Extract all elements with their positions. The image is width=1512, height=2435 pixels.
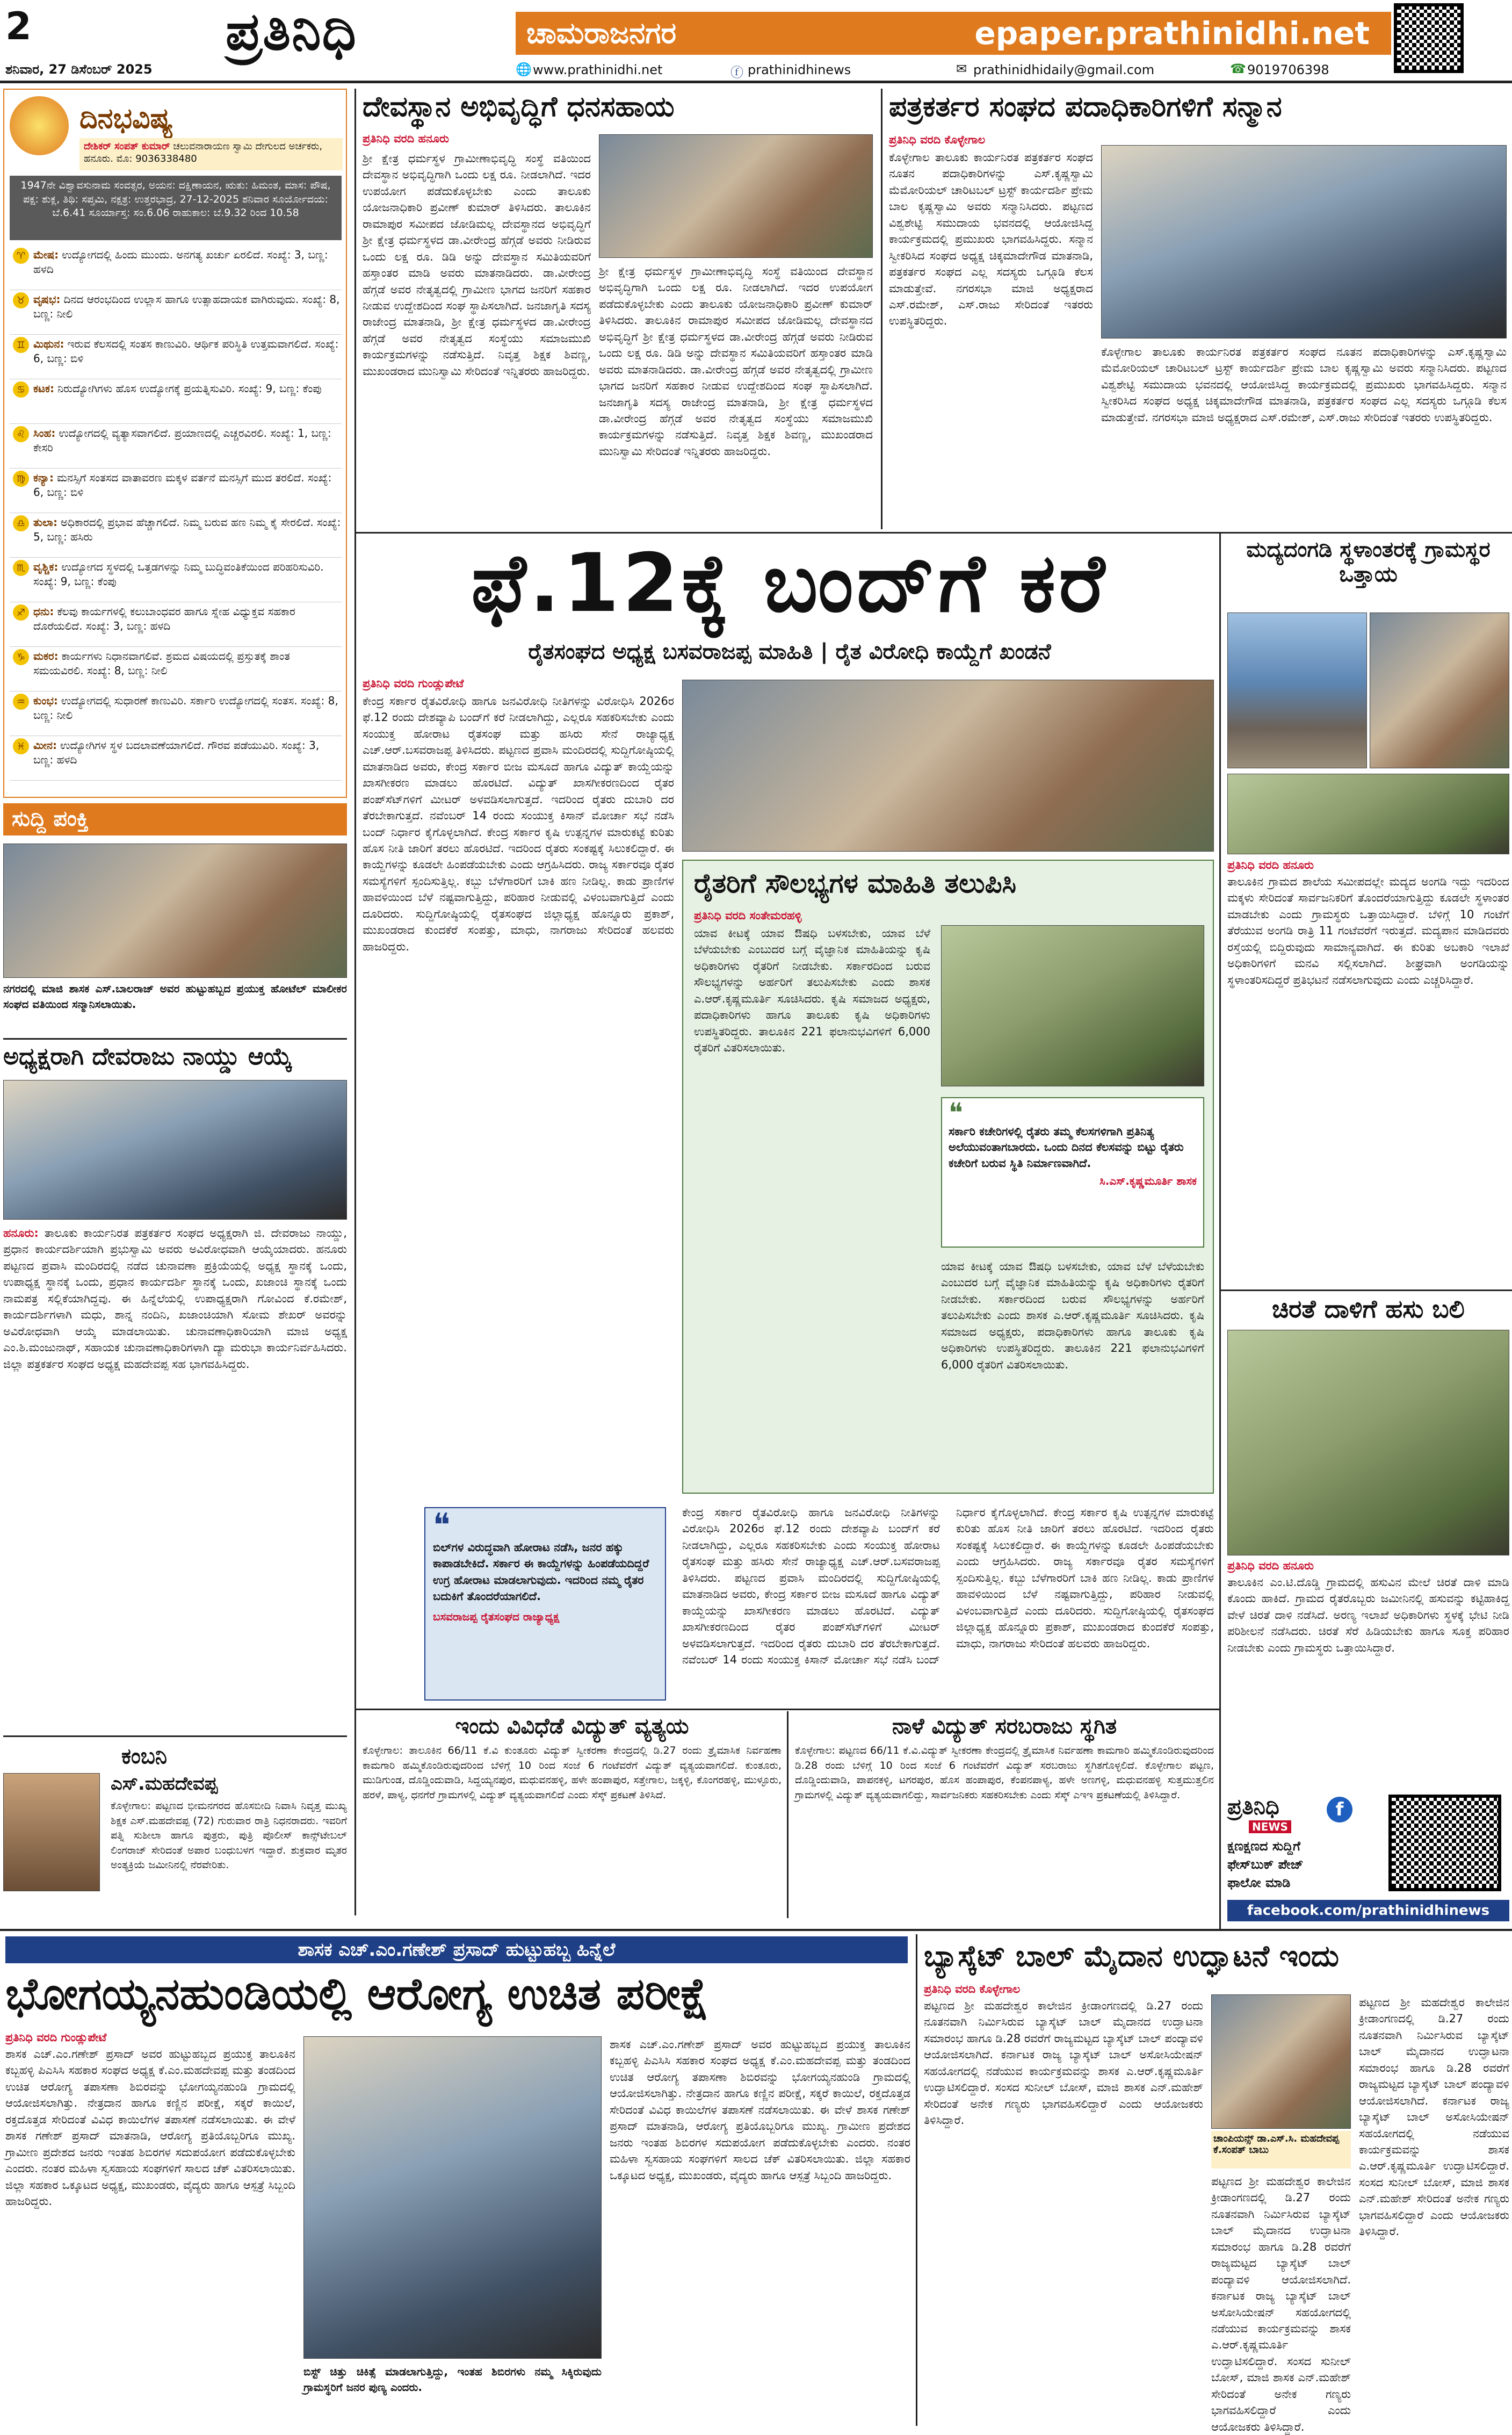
promo-brand: ಪ್ರತಿನಿಧಿ <box>1227 1795 1279 1819</box>
edition-banner <box>516 12 1391 55</box>
devasthana-headline: ದೇವಸ್ಥಾನ ಅಭಿವೃದ್ಧಿಗೆ ಧನಸಹಾಯ <box>363 91 675 123</box>
rasi-name: ಮೀನ: <box>33 739 57 752</box>
lead-body-2 <box>363 1507 416 1701</box>
facebook-icon: ⓕ <box>730 65 743 80</box>
rasi-text: ಉದ್ಯೋಗದಲ್ಲಿ ವ್ಯತ್ಯಾಸವಾಗಲಿದೆ. ಪ್ರಯಾಣದಲ್ಲಿ ಎಚ್ಚರವಿರಲಿ. ಸಂಖ್ಯೆ: 1, ಬಣ್ಣ: ಕೇಸರಿ <box>33 427 331 454</box>
kambani-title: ಕಂಬನಿ <box>121 1744 168 1769</box>
kambani-body: ಕೊಳ್ಳೇಗಾಲ: ಪಟ್ಟಣದ ಭೀಮನಗರದ ಹೊಸಬೀದಿ ನಿವಾಸಿ ನಿವೃತ್ತ ಮುಖ್ಯ ಶಿಕ್ಷಕ ಎಸ್.ಮಹದೇವಪ್ಪ (72) ಗುರುವಾರ ರಾತ್ರಿ ನಿಧನರಾದರು. ಇವರಿಗೆ ಪತ್ನಿ ಸುಶೀಲಾ ಹಾಗೂ ಪುತ್ರರು, ಪುತ್ರಿ ಪೊಲೀಸ್ ಕಾನ್ಸ್‌ಟೇಬಲ್ ಲಿಂಗರಾಜ್ ಸೇರಿದಂತೆ ಅಪಾರ ಬಂಧುಬಳಗ ಇದ್ದಾರೆ. ಶುಕ್ರವಾರ ಮೃತರ ಅಂತ್ಯಕ್ರಿಯೆ ಜಮೀನಿನಲ್ಲಿ ನೆರವೇರಿತು. <box>111 1800 347 1871</box>
zodiac-icon: ♓ <box>13 738 29 754</box>
rasi-row <box>10 602 342 647</box>
promo-line-1: ಕ್ಷಣಕ್ಷಣದ ಸುದ್ದಿಗೆ <box>1227 1839 1300 1854</box>
divider <box>1219 1289 1512 1291</box>
chirathe-headline: ಚಿರತೆ ದಾಳಿಗೆ ಹಸು ಬಲಿ <box>1272 1294 1465 1323</box>
vidyut1-headline: ಇಂದು ವಿವಿಧೆಡೆ ವಿದ್ಯುತ್ ವ್ಯತ್ಯಯ <box>455 1714 689 1739</box>
basket-byline: ಪ್ರತಿನಿಧಿ ವರದಿ ಕೊಳ್ಳೇಗಾಲ <box>924 1983 1021 1995</box>
chirathe-byline: ಪ್ರತಿನಿಧಿ ವರದಿ ಹನೂರು <box>1227 1559 1314 1572</box>
qr-code-icon <box>1394 3 1464 73</box>
rasi-text: ಇರುವ ಕೆಲಸದಲ್ಲಿ ಸಂತಸ ಕಾಣುವಿರಿ. ಆರ್ಥಿಕ ಪರಿಸ್ಥಿತಿ ಉತ್ತಮವಾಗಲಿದೆ. ಸಂಖ್ಯೆ: 6, ಬಣ್ಣ: ಬಿಳಿ <box>33 337 339 365</box>
madhyada-photo-2 <box>1370 613 1509 768</box>
bottom-caption: ಬಿಸ್ಟ್ ಚಿತ್ತು ಚಿಕಿತ್ಸೆ ಮಾಡಲಾಗುತ್ತಿದ್ದು, ಇಂತಹ ಶಿಬಿರಗಳು ನಮ್ಮ ಸಿಕ್ಕಿರುವುದು ಗ್ರಾಮಸ್ಥರಿಗೆ ಜನರ ಪುಣ್ಯ ಎಂದರು. <box>303 2365 602 2394</box>
basket-body-3: ಪಟ್ಟಣದ ಶ್ರೀ ಮಹದೇಶ್ವರ ಕಾಲೇಜಿನ ಕ್ರೀಡಾಂಗಣದಲ್ಲಿ ಡಿ.27 ರಂದು ನೂತನವಾಗಿ ನಿರ್ಮಿಸಿರುವ ಬ್ಯಾಸ್ಕೆಟ್ ಬಾಲ್ ಮೈದಾನದ ಉದ್ಘಾಟನಾ ಸಮಾರಂಭ ಹಾಗೂ ಡಿ.28 ರವರೆಗೆ ರಾಜ್ಯಮಟ್ಟದ ಬ್ಯಾಸ್ಕೆಟ್ ಬಾಲ್ ಪಂದ್ಯಾವಳಿ ಆಯೋಜಿಸಲಾಗಿದೆ. ಕರ್ನಾಟಕ ರಾಜ್ಯ ಬ್ಯಾಸ್ಕೆಟ್ ಬಾಲ್ ಅಸೋಸಿಯೇಷನ್ ಸಹಯೋಗದಲ್ಲಿ ನಡೆಯುವ ಕಾರ್ಯಕ್ರಮವನ್ನು ಶಾಸಕ ಎ.ಆರ್.ಕೃಷ್ಣಮೂರ್ತಿ ಉದ್ಘಾಟಿಸಲಿದ್ದಾರೆ. ಸಂಸದ ಸುನೀಲ್ ಬೋಸ್, ಮಾಜಿ ಶಾಸಕ ಎನ್.ಮಹೇಶ್ ಸೇರಿದಂತೆ ಅನೇಕ ಗಣ್ಯರು ಭಾಗವಹಿಸಲಿದ್ದಾರೆ ಎಂದು ಆಯೋಜಕರು ತಿಳಿಸಿದ್ದಾರೆ. <box>1211 2175 1351 2433</box>
madhyada-headline: ಮದ್ಯದಂಗಡಿ ಸ್ಥಳಾಂತರಕ್ಕೆ ಗ್ರಾಮಸ್ಥರ ಒತ್ತಾಯ <box>1246 537 1491 587</box>
astrologer-bar <box>79 138 343 170</box>
zodiac-icon: ♍ <box>13 471 29 487</box>
rasi-list <box>10 246 342 781</box>
divider <box>355 1709 1219 1710</box>
rasi-name: ಮಿಥುನ: <box>33 337 64 350</box>
lead-body: ಕೇಂದ್ರ ಸರ್ಕಾರ ರೈತವಿರೋಧಿ ಹಾಗೂ ಜನವಿರೋಧಿ ನೀತಿಗಳನ್ನು ವಿರೋಧಿಸಿ 2026ರ ಫೆ.12 ರಂದು ದೇಶವ್ಯಾಪಿ ಬಂದ್‌ಗೆ ಕರೆ ನೀಡಲಾಗಿದ್ದು, ಎಲ್ಲರೂ ಸಹಕರಿಸಬೇಕು ಎಂದು ಸಂಯುಕ್ತ ಹೋರಾಟ ರೈತಸಂಘ ಮತ್ತು ಹಸಿರು ಸೇನೆ ರಾಜ್ಯಾಧ್ಯಕ್ಷ ಎಚ್.ಆರ್.ಬಸವರಾಜಪ್ಪ ತಿಳಿಸಿದರು. ಪಟ್ಟಣದ ಪ್ರವಾಸಿ ಮಂದಿರದಲ್ಲಿ ಸುದ್ದಿಗೋಷ್ಠಿಯಲ್ಲಿ ಮಾತನಾಡಿದ ಅವರು, ಕೇಂದ್ರ ಸರ್ಕಾರ ಬೀಜ ಮಸೂದೆ ಹಾಗೂ ವಿದ್ಯುತ್ ಕಾಯ್ದೆಯನ್ನು ಖಾಸಗೀಕರಣ ಮಾಡಲು ಹೊರಟಿದೆ. ವಿದ್ಯುತ್ ಖಾಸಗೀಕರಣದಿಂದ ರೈತರ ಪಂಪ್‌ಸೆಟ್‌ಗಳಿಗೆ ಮೀಟರ್ ಅಳವಡಿಸಲಾಗುತ್ತದೆ. ಇದರಿಂದ ರೈತರು ದುಬಾರಿ ದರ ತೆರಬೇಕಾಗುತ್ತದೆ. ನವೆಂಬರ್ 14 ರಂದು ಸಂಯುಕ್ತ ಕಿಸಾನ್ ಮೋರ್ಚಾ ಸಭೆ ನಡೆಸಿ ಬಂದ್ ನಿರ್ಧಾರ ಕೈಗೊಳ್ಳಲಾಗಿದೆ. ಕೇಂದ್ರ ಸರ್ಕಾರ ಕೃಷಿ ಉತ್ಪನ್ನಗಳ ಮಾರುಕಟ್ಟೆ ಕುರಿತು ಹೊಸ ನೀತಿ ಜಾರಿಗೆ ತರಲು ಹೊರಟಿದೆ. ಇದರಿಂದ ರೈತರು ಸಂಕಷ್ಟಕ್ಕೆ ಸಿಲುಕಲಿದ್ದಾರೆ. ಈ ಕಾಯ್ದೆಗಳನ್ನು ಕೂಡಲೇ ಹಿಂಪಡೆಯಬೇಕು ಎಂದು ಆಗ್ರಹಿಸಿದರು. ರಾಜ್ಯ ಸರ್ಕಾರವೂ ರೈತರ ಸಮಸ್ಯೆಗಳಿಗೆ ಸ್ಪಂದಿಸುತ್ತಿಲ್ಲ. ಕಬ್ಬು ಬೆಳೆಗಾರರಿಗೆ ಬಾಕಿ ಹಣ ನೀಡಿಲ್ಲ. ಕಾಡು ಪ್ರಾಣಿಗಳ ಹಾವಳಿಯಿಂದ ಬೆಳೆ ನಷ್ಟವಾಗುತ್ತಿದ್ದು, ಪರಿಹಾರ ನೀಡುವಲ್ಲಿ ವಿಳಂಬವಾಗುತ್ತಿದೆ ಎಂದು ದೂರಿದರು. ಸುದ್ದಿಗೋಷ್ಠಿಯಲ್ಲಿ ರೈತಸಂಘದ ಜಿಲ್ಲಾಧ್ಯಕ್ಷ ಹೊನ್ನೂರು ಪ್ರಕಾಶ್, ಮುಖಂಡರಾದ ಕುಂದಕೆರೆ ಸಂಪತ್ತು, ಮಾಧು, ನಾಗರಾಜು ಸೇರಿದಂತೆ ಹಲವರು ಹಾಜರಿದ್ದರು. <box>363 695 674 953</box>
devasthana-body-2: ಶ್ರೀ ಕ್ಷೇತ್ರ ಧರ್ಮಸ್ಥಳ ಗ್ರಾಮೀಣಾಭಿವೃದ್ಧಿ ಸಂಸ್ಥೆ ವತಿಯಿಂದ ದೇವಸ್ಥಾನ ಅಭಿವೃದ್ಧಿಗಾಗಿ ಒಂದು ಲಕ್ಷ ರೂ. ನೀಡಲಾಗಿದೆ. ಇದರ ಉಪಯೋಗ ಪಡೆದುಕೊಳ್ಳಬೇಕು ಎಂದು ತಾಲೂಕು ಯೋಜನಾಧಿಕಾರಿ ಪ್ರವೀಣ್ ಕುಮಾರ್ ತಿಳಿಸಿದರು. ತಾಲೂಕಿನ ರಾಮಾಪುರ ಸಮೀಪದ ಜೋಡಿಮಲ್ಲ ದೇವಸ್ಥಾನದ ಅಭಿವೃದ್ಧಿಗೆ ಶ್ರೀ ಕ್ಷೇತ್ರ ಧರ್ಮಸ್ಥಳದ ಡಾ.ವೀರೇಂದ್ರ ಹೆಗ್ಗಡೆ ಅವರು ನೀಡಿರುವ ಒಂದು ಲಕ್ಷ ರೂ. ಡಿಡಿ ಅನ್ನು ದೇವಸ್ಥಾನ ಸಮಿತಿಯವರಿಗೆ ಹಸ್ತಾಂತರ ಮಾಡಿ ಅವರು ಮಾತನಾಡಿದರು. ಡಾ.ವೀರೇಂದ್ರ ಹೆಗ್ಗಡೆ ಅವರ ನೇತೃತ್ವದಲ್ಲಿ ಗ್ರಾಮೀಣ ಭಾಗದ ಜನರಿಗೆ ಸಹಕಾರ ನೀಡುವ ಉದ್ದೇಶದಿಂದ ಸಂಘ ಸ್ಥಾಪಿಸಲಾಗಿದೆ. ಜನಜಾಗೃತಿ ಸದಸ್ಯ ರಾಜೇಂದ್ರ ಮಾತನಾಡಿ, ಶ್ರೀ ಕ್ಷೇತ್ರ ಧರ್ಮಸ್ಥಳದ ಡಾ.ವೀರೇಂದ್ರ ಹೆಗ್ಗಡೆ ಅವರ ನೇತೃತ್ವದ ಸಂಸ್ಥೆಯು ಸಮಾಜಮುಖಿ ಕಾರ್ಯಕ್ರಮಗಳನ್ನು ನಡೆಸುತ್ತಿದೆ. ನಿವೃತ್ತ ಶಿಕ್ಷಕ ಶಿವಣ್ಣ, ಮುಖಂಡರಾದ ಮುನಿಸ್ವಾಮಿ ಸೇರಿದಂತೆ ಇನ್ನಿತರರು ಹಾಜರಿದ್ದರು. <box>599 265 873 458</box>
zodiac-icon: ♏ <box>13 560 29 576</box>
vidyut1-body: ಕೊಳ್ಳೇಗಾಲ: ತಾಲೂಕಿನ 66/11 ಕೆ.ವಿ ಕುಂತೂರು ವಿದ್ಯುತ್ ಸ್ವೀಕರಣಾ ಕೇಂದ್ರದಲ್ಲಿ ಡಿ.27 ರಂದು ತ್ರೈಮಾಸಿಕ ನಿರ್ವಹಣಾ ಕಾಮಗಾರಿ ಹಮ್ಮಿಕೊಂಡಿರುವುದರಿಂದ ಬೆಳಿಗ್ಗೆ 10 ರಿಂದ ಸಂಜೆ 6 ಗಂಟೆವರೆಗೆ ವಿದ್ಯುತ್ ವ್ಯತ್ಯಯವಾಗಲಿದೆ. ಕುಂತೂರು, ಮುಡಿಗುಂಡ, ದೊಡ್ಡಿಂದುವಾಡಿ, ಸಿದ್ದಯ್ಯನಪುರ, ಮಧುವನಹಳ್ಳಿ, ಹಳೇ ಹಂಪಾಪುರ, ಸತ್ತೇಗಾಲ, ಜಕ್ಕಳ್ಳಿ, ಕೊಂಗರಹಳ್ಳಿ, ಮುಳ್ಳೂರು, ಹರಳೆ, ಪಾಳ್ಯ, ಧನಗೆರೆ ಗ್ರಾಮಗಳಲ್ಲಿ ವಿದ್ಯುತ್ ವ್ಯತ್ಯಯವಾಗಲಿದೆ ಎಂದು ಸೆಸ್ಕ್ ಪ್ರಕಟಣೆ ತಿಳಿಸಿದೆ. <box>363 1745 782 1801</box>
promo-url[interactable]: facebook.com/prathinidhinews <box>1227 1900 1509 1921</box>
column-rule <box>787 1711 788 1918</box>
devaraju-text: ತಾಲೂಕು ಕಾರ್ಯನಿರತ ಪತ್ರಕರ್ತರ ಸಂಘದ ಅಧ್ಯಕ್ಷರಾಗಿ ಜಿ. ದೇವರಾಜು ನಾಯ್ಡು, ಪ್ರಧಾನ ಕಾರ್ಯದರ್ಶಿಯಾಗಿ ಪ್ರಭುಸ್ವಾಮಿ ಅವರು ಅವಿರೋಧವಾಗಿ ಆಯ್ಕೆಯಾದರು. ಹನೂರು ಪಟ್ಟಣದ ಪ್ರವಾಸಿ ಮಂದಿರದಲ್ಲಿ ನಡೆದ ಚುನಾವಣಾ ಪ್ರಕ್ರಿಯೆಯಲ್ಲಿ ಅಧ್ಯಕ್ಷ ಸ್ಥಾನಕ್ಕೆ ಒಂದು, ಉಪಾಧ್ಯಕ್ಷ ಸ್ಥಾನಕ್ಕೆ ಒಂದು, ಪ್ರಧಾನ ಕಾರ್ಯದರ್ಶಿ ಸ್ಥಾನಕ್ಕೆ ಒಂದು, ಖಜಾಂಚಿ ಸ್ಥಾನಕ್ಕೆ ಒಂದು ನಾಮಪತ್ರ ಸಲ್ಲಿಕೆಯಾಗಿದ್ದವು. ಈ ಹಿನ್ನೆಲೆಯಲ್ಲಿ ಉಪಾಧ್ಯಕ್ಷರಾಗಿ ಗೋವಿಂದ ಕೆ.ರಮೇಶ್, ಕಾರ್ಯದರ್ಶಿಗಳಾಗಿ ಮಧು, ಶಾನ್ನ ನಂದಿನಿ, ಖಜಾಂಚಿಯಾಗಿ ಸೋಮ ಶೇಖರ್ ಅವರನ್ನು ಅವಿರೋಧವಾಗಿ ಆಯ್ಕೆ ಮಾಡಲಾಯಿತು. ಚುನಾವಣಾಧಿಕಾರಿಯಾಗಿ ಮಾಜಿ ಅಧ್ಯಕ್ಷ ಎಂ.ಶಿ.ಮಂಜುನಾಥ್, ಸಹಾಯಕ ಚುನಾವಣಾಧಿಕಾರಿಗಳಾಗಿ ದ್ಯಾ ಮರುಭಾ ಕಾರ್ಯನಿರ್ವಹಿಸಿದರು. ಜಿಲ್ಲಾ ಪತ್ರಕರ್ತರ ಸಂಘದ ಅಧ್ಯಕ್ಷ ಮಹದೇವಪ್ಪ ಸಹ ಭಾಗವಹಿಸಿದ್ದರು. <box>3 1227 347 1371</box>
column-rule <box>916 1934 917 2426</box>
divider <box>3 1735 347 1737</box>
phone-icon: ☎ <box>1230 61 1246 76</box>
devasthana-photo <box>599 134 873 258</box>
rasi-text-wrap <box>33 471 342 500</box>
zodiac-icon: ♋ <box>13 381 29 398</box>
rasi-text: ಉದ್ಯೋಗದಲ್ಲಿ ಹಿಂದು ಮುಂದು. ಅನಗತ್ಯ ಖರ್ಚು ಏರಲಿದೆ. ಸಂಖ್ಯೆ: 3, ಬಣ್ಣ: ಹಳದಿ <box>33 248 328 276</box>
lead-quote-box <box>424 1507 666 1701</box>
madhyada-body: ತಾಲೂಕಿನ ಗ್ರಾಮದ ಶಾಲೆಯ ಸಮೀಪದಲ್ಲೇ ಮದ್ಯದ ಅಂಗಡಿ ಇದ್ದು ಇದರಿಂದ ಮಕ್ಕಳು ಸೇರಿದಂತೆ ಸಾರ್ವಜನಿಕರಿಗೆ ತೊಂದರೆಯಾಗುತ್ತಿದ್ದು ಕೂಡಲೇ ಸ್ಥಳಾಂತರ ಮಾಡಬೇಕು ಎಂದು ಗ್ರಾಮಸ್ಥರು ಒತ್ತಾಯಿಸಿದ್ದಾರೆ. ಬೆಳಿಗ್ಗೆ 10 ಗಂಟೆಗೆ ತೆರೆಯುವ ಅಂಗಡಿ ರಾತ್ರಿ 11 ಗಂಟೆವರೆಗೆ ಇರುತ್ತದೆ. ಮದ್ಯಪಾನ ಮಾಡಿದವರು ರಸ್ತೆಯಲ್ಲಿ ಬಿದ್ದಿರುವುದು ಸಾಮಾನ್ಯವಾಗಿದೆ. ಈ ಕುರಿತು ಅಬಕಾರಿ ಇಲಾಖೆ ಅಧಿಕಾರಿಗಳಿಗೆ ಮನವಿ ಸಲ್ಲಿಸಲಾಗಿದೆ. ಶೀಘ್ರವಾಗಿ ಅಂಗಡಿಯನ್ನು ಸ್ಥಳಾಂತರಿಸದಿದ್ದರೆ ಪ್ರತಿಭಟನೆ ನಡೆಸಲಾಗುವುದು ಎಂದು ಎಚ್ಚರಿಸಿದ್ದಾರೆ. <box>1227 875 1509 986</box>
bottom-byline: ಪ್ರತಿನಿಧಿ ವರದಿ ಗುಂಡ್ಲುಪೇಟೆ <box>5 2031 107 2044</box>
rasi-text: ಕಾರ್ಯಗಳು ನಿಧಾನವಾಗಲಿವೆ. ಶ್ರಮದ ವಿಷಯದಲ್ಲಿ ಪ್ರಸ್ತುತಕ್ಕೆ ಶಾಂತ ಸಮಯವಿರಲಿ. ಸಂಖ್ಯೆ: 8, ಬಣ್ಣ: ನೀಲಿ <box>33 650 290 677</box>
rasi-name: ಮೇಷ: <box>33 248 59 261</box>
astrologer-name: ದೇಶಿಕರ್ ಸಂಪತ್ ಕುಮಾರ್ <box>84 141 170 152</box>
zodiac-icon: ♎ <box>13 515 29 531</box>
quote-icon: ❝ <box>949 1097 963 1128</box>
divider <box>0 1929 1512 1931</box>
masthead-date: ಶನಿವಾರ, 27 ಡಿಸೆಂಬರ್ 2025 <box>5 62 153 77</box>
lead-byline: ಪ್ರತಿನಿಧಿ ವರದಿ ಗುಂಡ್ಲುಪೇಟೆ <box>363 677 464 690</box>
madhyada-photo-3 <box>1227 774 1509 854</box>
zodiac-icon: ♉ <box>13 292 29 308</box>
rasi-name: ಕಟಕ: <box>33 382 55 395</box>
promo-line-3: ಫಾಲೋ ಮಾಡಿ <box>1227 1875 1291 1890</box>
phone-number[interactable]: 9019706398 <box>1247 62 1329 77</box>
raitharige-body-2: ಯಾವ ಕೀಟಕ್ಕೆ ಯಾವ ಔಷಧಿ ಬಳಸಬೇಕು, ಯಾವ ಬೆಳೆ ಬೆಳೆಯಬೇಕು ಎಂಬುದರ ಬಗ್ಗೆ ವೈಜ್ಞಾನಿಕ ಮಾಹಿತಿಯನ್ನು ಕೃಷಿ ಅಧಿಕಾರಿಗಳು ರೈತರಿಗೆ ನೀಡಬೇಕು. ಸರ್ಕಾರದಿಂದ ಬರುವ ಸೌಲಭ್ಯಗಳನ್ನು ಅರ್ಹರಿಗೆ ತಲುಪಿಸಬೇಕು ಎಂದು ಶಾಸಕ ಎ.ಆರ್.ಕೃಷ್ಣಮೂರ್ತಿ ಸೂಚಿಸಿದರು. ಕೃಷಿ ಸಮಾಜದ ಅಧ್ಯಕ್ಷರು, ಪದಾಧಿಕಾರಿಗಳು ಹಾಗೂ ತಾಲೂಕು ಕೃಷಿ ಅಧಿಕಾರಿಗಳು ಉಪಸ್ಥಿತರಿದ್ದರು. ತಾಲೂಕಿನ 221 ಫಲಾನುಭವಿಗಳಿಗೆ 6,000 ರೈತರಿಗೆ ವಿತರಿಸಲಾಯಿತು. <box>941 1260 1204 1371</box>
zodiac-icon: ♊ <box>13 337 29 353</box>
bottom-kicker: ಶಾಸಕ ಎಚ್.ಎಂ.ಗಣೇಶ್ ಪ್ರಸಾದ್ ಹುಟ್ಟುಹಬ್ಬ ಹಿನ್ನೆಲೆ <box>5 1936 908 1963</box>
promo-line-2: ಫೇಸ್‌ಬುಕ್ ಪೇಜ್ <box>1227 1857 1304 1872</box>
raitharige-box <box>682 860 1214 1494</box>
devaraju-body <box>3 1225 347 1730</box>
raitharige-photo <box>941 925 1204 1086</box>
social-handle[interactable]: prathinidhinews <box>748 62 851 77</box>
madhyada-byline: ಪ್ರತಿನಿಧಿ ವರದಿ ಹನೂರು <box>1227 859 1314 871</box>
paper-logo: ಪ್ರತಿನಿಧಿ <box>226 1 357 62</box>
suddi-panki-title: ಸುದ್ದಿ ಪಂಕ್ತಿ <box>12 806 89 831</box>
rasi-row <box>10 379 342 424</box>
divider <box>355 532 1512 534</box>
raitharige-quote-author: ಸಿ.ಎಸ್.ಕೃಷ್ಣಮೂರ್ತಿ ಶಾಸಕ <box>1099 1175 1197 1188</box>
devaraju-dateline: ಹನೂರು: <box>3 1227 39 1240</box>
masthead <box>0 0 1512 81</box>
bottom-photo <box>303 2036 602 2359</box>
suddi-panki-caption: ನಗರದಲ್ಲಿ ಮಾಜಿ ಶಾಸಕ ಎಸ್.ಬಾಲರಾಜ್ ಅವರ ಹುಟ್ಟುಹಬ್ಬದ ಪ್ರಯುಕ್ತ ಹೋಟೆಲ್ ಮಾಲೀಕರ ಸಂಘದ ವತಿಯಿಂದ ಸನ್ಮಾನಿಸಲಾಯಿತು. <box>3 982 347 1011</box>
email-address[interactable]: prathinidhidaily@gmail.com <box>973 62 1155 77</box>
raitharige-quote-text: ಸರ್ಕಾರಿ ಕಚೇರಿಗಳಲ್ಲಿ ರೈತರು ತಮ್ಮ ಕೆಲಸಗಳಿಗಾಗಿ ಪ್ರತಿನಿತ್ಯ ಅಲೆಯುವಂತಾಗಬಾರದು. ಒಂದು ದಿನದ ಕೆಲಸವನ್ನು ಬಿಟ್ಟು ರೈತರು ಕಚೇರಿಗೆ ಬರುವ ಸ್ಥಿತಿ ನಿರ್ಮಾಣವಾಗಿದೆ. <box>949 1125 1184 1170</box>
rasi-name: ಕುಂಭ: <box>33 694 58 707</box>
vidyut2-body: ಕೊಳ್ಳೇಗಾಲ: ಪಟ್ಟಣದ 66/11 ಕೆ.ವಿ.ವಿದ್ಯುತ್ ಸ್ವೀಕರಣಾ ಕೇಂದ್ರದಲ್ಲಿ ತ್ರೈಮಾಸಿಕ ನಿರ್ವಹಣಾ ಕಾಮಗಾರಿ ಹಮ್ಮಿಕೊಂಡಿರುವುದರಿಂದ ಡಿ.28 ರಂದು ಬೆಳಿಗ್ಗೆ 10 ರಿಂದ ಸಂಜೆ 6 ಗಂಟೆವರೆಗೆ ವಿದ್ಯುತ್ ಸರಬರಾಜು ಸ್ಥಗಿತಗೊಳ್ಳಲಿದೆ. ಕೊಳ್ಳೇಗಾಲ ಪಟ್ಟಣ, ದೊಡ್ಡಿಂದುವಾಡಿ, ಪಾಪನಕಳ್ಳಿ, ಟಗರಪುರ, ಹೊಸ ಹಂಪಾಪುರ, ಕೆಂಪನಪಾಳ್ಯ, ಹಳೇ ಅಣಗಳ್ಳಿ, ಮಧುವನಹಳ್ಳಿ ಸುತ್ತಮುತ್ತಲಿನ ಗ್ರಾಮಗಳಲ್ಲಿ ವಿದ್ಯುತ್ ವ್ಯತ್ಯಯವಾಗಲಿದ್ದು, ಸಾರ್ವಜನಿಕರು ಸಹಕರಿಸಬೇಕು ಎಂದು ಸೆಸ್ಕ್ ಎಇಇ ಪ್ರಕಟಣೆಯಲ್ಲಿ ತಿಳಿಸಿದ್ದಾರೆ. <box>795 1745 1214 1801</box>
basket-body-2: ಪಟ್ಟಣದ ಶ್ರೀ ಮಹದೇಶ್ವರ ಕಾಲೇಜಿನ ಕ್ರೀಡಾಂಗಣದಲ್ಲಿ ಡಿ.27 ರಂದು ನೂತನವಾಗಿ ನಿರ್ಮಿಸಿರುವ ಬ್ಯಾಸ್ಕೆಟ್ ಬಾಲ್ ಮೈದಾನದ ಉದ್ಘಾಟನಾ ಸಮಾರಂಭ ಹಾಗೂ ಡಿ.28 ರವರೆಗೆ ರಾಜ್ಯಮಟ್ಟದ ಬ್ಯಾಸ್ಕೆಟ್ ಬಾಲ್ ಪಂದ್ಯಾವಳಿ ಆಯೋಜಿಸಲಾಗಿದೆ. ಕರ್ನಾಟಕ ರಾಜ್ಯ ಬ್ಯಾಸ್ಕೆಟ್ ಬಾಲ್ ಅಸೋಸಿಯೇಷನ್ ಸಹಯೋಗದಲ್ಲಿ ನಡೆಯುವ ಕಾರ್ಯಕ್ರಮವನ್ನು ಶಾಸಕ ಎ.ಆರ್.ಕೃಷ್ಣಮೂರ್ತಿ ಉದ್ಘಾಟಿಸಲಿದ್ದಾರೆ. ಸಂಸದ ಸುನೀಲ್ ಬೋಸ್, ಮಾಜಿ ಶಾಸಕ ಎನ್.ಮಹೇಶ್ ಸೇರಿದಂತೆ ಅನೇಕ ಗಣ್ಯರು ಭಾಗವಹಿಸಲಿದ್ದಾರೆ ಎಂದು ಆಯೋಜಕರು ತಿಳಿಸಿದ್ದಾರೆ. <box>1359 1996 1509 2238</box>
rasi-text-wrap <box>33 738 342 767</box>
lead-photo <box>682 680 1214 852</box>
bottom-body-2: ಶಾಸಕ ಎಚ್.ಎಂ.ಗಣೇಶ್ ಪ್ರಸಾದ್ ಅವರ ಹುಟ್ಟುಹಬ್ಬದ ಪ್ರಯುಕ್ತ ತಾಲೂಕಿನ ಕಬ್ಬಹಳ್ಳಿ ಪಿಎಸಿಸಿ ಸಹಕಾರ ಸಂಘದ ಅಧ್ಯಕ್ಷ ಕೆ.ಎಂ.ಮಹದೇವಪ್ಪ ಮತ್ತು ತಂಡದಿಂದ ಉಚಿತ ಆರೋಗ್ಯ ತಪಾಸಣಾ ಶಿಬಿರವನ್ನು ಭೋಗಯ್ಯನಹುಂಡಿ ಗ್ರಾಮದಲ್ಲಿ ಆಯೋಜಿಸಲಾಗಿತ್ತು. ನೇತ್ರದಾನ ಹಾಗೂ ಕಣ್ಣಿನ ಪರೀಕ್ಷೆ, ಸಕ್ಕರೆ ಕಾಯಿಲೆ, ರಕ್ತದೊತ್ತಡ ಸೇರಿದಂತೆ ವಿವಿಧ ಕಾಯಿಲೆಗಳ ತಪಾಸಣೆ ನಡೆಸಲಾಯಿತು. ಈ ವೇಳೆ ಶಾಸಕ ಗಣೇಶ್ ಪ್ರಸಾದ್ ಮಾತನಾಡಿ, ಆರೋಗ್ಯ ಪ್ರತಿಯೊಬ್ಬರಿಗೂ ಮುಖ್ಯ. ಗ್ರಾಮೀಣ ಪ್ರದೇಶದ ಜನರು ಇಂತಹ ಶಿಬಿರಗಳ ಸದುಪಯೋಗ ಪಡೆದುಕೊಳ್ಳಬೇಕು ಎಂದರು. ನಂತರ ಮಹಿಳಾ ಸ್ವಸಹಾಯ ಸಂಘಗಳಿಗೆ ಸಾಲದ ಚೆಕ್ ವಿತರಿಸಲಾಯಿತು. ಜಿಲ್ಲಾ ಸಹಕಾರ ಒಕ್ಕೂಟದ ಅಧ್ಯಕ್ಷ, ಮುಖಂಡರು, ವೈದ್ಯರು ಹಾಗೂ ಆಸ್ಪತ್ರೆ ಸಿಬ್ಬಂದಿ ಹಾಜರಿದ್ದರು. <box>610 2038 910 2182</box>
rasi-text-wrap <box>33 426 342 455</box>
zodiac-icon: ♈ <box>13 248 29 264</box>
lead-headline: ಫೆ.12ಕ್ಕೆ ಬಂದ್‌ಗೆ ಕರೆ <box>471 537 1108 630</box>
basket-inset-photo <box>1211 1994 1351 2129</box>
patrakartha-headline: ಪತ್ರಕರ್ತರ ಸಂಘದ ಪದಾಧಿಕಾರಿಗಳಿಗೆ ಸನ್ಮಾನ <box>889 91 1282 123</box>
lead-quote-author: ಬಸವರಾಜಪ್ಪ ರೈತಸಂಘದ ರಾಜ್ಯಾಧ್ಯಕ್ಷ <box>433 1610 560 1623</box>
basket-inset-caption: ಚಾಂಪಿಯನ್ಸ್ ಡಾ.ಎಸ್.ಸಿ. ಮಹದೇವಪ್ಪ ಕೆ.ಸಂಪತ್ ಬಾಬು <box>1211 2131 1351 2169</box>
epaper-url[interactable]: epaper.prathinidhi.net <box>974 15 1370 52</box>
rasi-row <box>10 691 342 736</box>
madhyada-photo-1 <box>1227 613 1367 768</box>
rasi-row <box>10 246 342 290</box>
website[interactable]: www.prathinidhi.net <box>533 62 663 77</box>
lead-body-3: ಕೇಂದ್ರ ಸರ್ಕಾರ ರೈತವಿರೋಧಿ ಹಾಗೂ ಜನವಿರೋಧಿ ನೀತಿಗಳನ್ನು ವಿರೋಧಿಸಿ 2026ರ ಫೆ.12 ರಂದು ದೇಶವ್ಯಾಪಿ ಬಂದ್‌ಗೆ ಕರೆ ನೀಡಲಾಗಿದ್ದು, ಎಲ್ಲರೂ ಸಹಕರಿಸಬೇಕು ಎಂದು ಸಂಯುಕ್ತ ಹೋರಾಟ ರೈತಸಂಘ ಮತ್ತು ಹಸಿರು ಸೇನೆ ರಾಜ್ಯಾಧ್ಯಕ್ಷ ಎಚ್.ಆರ್.ಬಸವರಾಜಪ್ಪ ತಿಳಿಸಿದರು. ಪಟ್ಟಣದ ಪ್ರವಾಸಿ ಮಂದಿರದಲ್ಲಿ ಸುದ್ದಿಗೋಷ್ಠಿಯಲ್ಲಿ ಮಾತನಾಡಿದ ಅವರು, ಕೇಂದ್ರ ಸರ್ಕಾರ ಬೀಜ ಮಸೂದೆ ಹಾಗೂ ವಿದ್ಯುತ್ ಕಾಯ್ದೆಯನ್ನು ಖಾಸಗೀಕರಣ ಮಾಡಲು ಹೊರಟಿದೆ. ವಿದ್ಯುತ್ ಖಾಸಗೀಕರಣದಿಂದ ರೈತರ ಪಂಪ್‌ಸೆಟ್‌ಗಳಿಗೆ ಮೀಟರ್ ಅಳವಡಿಸಲಾಗುತ್ತದೆ. ಇದರಿಂದ ರೈತರು ದುಬಾರಿ ದರ ತೆರಬೇಕಾಗುತ್ತದೆ. ನವೆಂಬರ್ 14 ರಂದು ಸಂಯುಕ್ತ ಕಿಸಾನ್ ಮೋರ್ಚಾ ಸಭೆ ನಡೆಸಿ ಬಂದ್ ನಿರ್ಧಾರ ಕೈಗೊಳ್ಳಲಾಗಿದೆ. ಕೇಂದ್ರ ಸರ್ಕಾರ ಕೃಷಿ ಉತ್ಪನ್ನಗಳ ಮಾರುಕಟ್ಟೆ ಕುರಿತು ಹೊಸ ನೀತಿ ಜಾರಿಗೆ ತರಲು ಹೊರಟಿದೆ. ಇದರಿಂದ ರೈತರು ಸಂಕಷ್ಟಕ್ಕೆ ಸಿಲುಕಲಿದ್ದಾರೆ. ಈ ಕಾಯ್ದೆಗಳನ್ನು ಕೂಡಲೇ ಹಿಂಪಡೆಯಬೇಕು ಎಂದು ಆಗ್ರಹಿಸಿದರು. ರಾಜ್ಯ ಸರ್ಕಾರವೂ ರೈತರ ಸಮಸ್ಯೆಗಳಿಗೆ ಸ್ಪಂದಿಸುತ್ತಿಲ್ಲ. ಕಬ್ಬು ಬೆಳೆಗಾರರಿಗೆ ಬಾಕಿ ಹಣ ನೀಡಿಲ್ಲ. ಕಾಡು ಪ್ರಾಣಿಗಳ ಹಾವಳಿಯಿಂದ ಬೆಳೆ ನಷ್ಟವಾಗುತ್ತಿದ್ದು, ಪರಿಹಾರ ನೀಡುವಲ್ಲಿ ವಿಳಂಬವಾಗುತ್ತಿದೆ ಎಂದು ದೂರಿದರು. ಸುದ್ದಿಗೋಷ್ಠಿಯಲ್ಲಿ ರೈತಸಂಘದ ಜಿಲ್ಲಾಧ್ಯಕ್ಷ ಹೊನ್ನೂರು ಪ್ರಕಾಶ್, ಮುಖಂಡರಾದ ಕುಂದಕೆರೆ ಸಂಪತ್ತು, ಮಾಧು, ನಾಗರಾಜು ಸೇರಿದಂತೆ ಹಲವರು ಹಾಜರಿದ್ದರು. <box>682 1506 1214 1666</box>
rasi-name: ತುಲಾ: <box>33 516 57 529</box>
chirathe-photo <box>1227 1330 1509 1555</box>
rasi-row <box>10 469 342 513</box>
rasi-row <box>10 290 342 335</box>
patrakartha-photo <box>1101 145 1507 338</box>
suddi-panki-photo <box>3 844 347 978</box>
lead-deck: ರೈತಸಂಘದ ಅಧ್ಯಕ್ಷ ಬಸವರಾಜಪ್ಪ ಮಾಹಿತಿ | ರೈತ ವಿರೋಧಿ ಕಾಯ್ದೆಗೆ ಖಂಡನೆ <box>528 639 1051 664</box>
column-rule <box>1219 532 1221 1929</box>
rasi-text: ದಿನದ ಆರಂಭದಿಂದ ಉಲ್ಲಾಸ ಹಾಗೂ ಉತ್ಸಾಹದಾಯಕ ವಾಗಿರುವುದು. ಸಂಖ್ಯೆ: 8, ಬಣ್ಣ: ನೀಲಿ <box>33 293 340 320</box>
column-rule <box>355 89 356 1915</box>
raitharige-body: ಯಾವ ಕೀಟಕ್ಕೆ ಯಾವ ಔಷಧಿ ಬಳಸಬೇಕು, ಯಾವ ಬೆಳೆ ಬೆಳೆಯಬೇಕು ಎಂಬುದರ ಬಗ್ಗೆ ವೈಜ್ಞಾನಿಕ ಮಾಹಿತಿಯನ್ನು ಕೃಷಿ ಅಧಿಕಾರಿಗಳು ರೈತರಿಗೆ ನೀಡಬೇಕು. ಸರ್ಕಾರದಿಂದ ಬರುವ ಸೌಲಭ್ಯಗಳನ್ನು ಅರ್ಹರಿಗೆ ತಲುಪಿಸಬೇಕು ಎಂದು ಶಾಸಕ ಎ.ಆರ್.ಕೃಷ್ಣಮೂರ್ತಿ ಸೂಚಿಸಿದರು. ಕೃಷಿ ಸಮಾಜದ ಅಧ್ಯಕ್ಷರು, ಪದಾಧಿಕಾರಿಗಳು ಹಾಗೂ ತಾಲೂಕು ಕೃಷಿ ಅಧಿಕಾರಿಗಳು ಉಪಸ್ಥಿತರಿದ್ದರು. ತಾಲೂಕಿನ 221 ಫಲಾನುಭವಿಗಳಿಗೆ 6,000 ರೈತರಿಗೆ ವಿತರಿಸಲಾಯಿತು. <box>694 927 930 1055</box>
rasi-text-wrap <box>33 649 342 678</box>
quote-icon: ❝ <box>433 1507 451 1544</box>
devaraju-headline: ಅಧ್ಯಕ್ಷರಾಗಿ ದೇವರಾಜು ನಾಯ್ಡು ಆಯ್ಕೆ <box>3 1043 292 1070</box>
rasi-row <box>10 647 342 691</box>
zodiac-icon: ♐ <box>13 604 29 621</box>
rasi-text-wrap <box>33 604 342 633</box>
rasi-text: ಉದ್ಯೋಗದ ಸ್ಥಳದಲ್ಲಿ ಒತ್ತಡಗಳನ್ನು ನಿಮ್ಮ ಬುದ್ಧಿವಂತಿಕೆಯಿಂದ ಪರಿಹರಿಸುವಿರಿ. ಸಂಖ್ಯೆ: 9, ಬಣ್ಣ: ಕೆಂಪು <box>33 560 324 588</box>
devasthana-byline: ಪ್ರತಿನಿಧಿ ವರದಿ ಹನೂರು <box>363 132 449 145</box>
qr-code-icon <box>1388 1795 1501 1891</box>
rasi-name: ವೃಷಭ: <box>33 293 61 306</box>
bottom-headline: ಭೋಗಯ್ಯನಹುಂಡಿಯಲ್ಲಿ ಆರೋಗ್ಯ ಉಚಿತ ಪರೀಕ್ಷೆ <box>5 1969 709 2020</box>
rasi-text: ಮನಸ್ಸಿಗೆ ಸಂತಸದ ವಾತಾವರಣ ಮಕ್ಕಳ ವರ್ತನೆ ಮನಸ್ಸಿಗೆ ಮುದ ತರಲಿದೆ. ಸಂಖ್ಯೆ: 6, ಬಣ್ಣ: ಬಿಳಿ <box>33 471 332 499</box>
edition-name: ಚಾಮರಾಜನಗರ <box>526 16 677 50</box>
rasi-text: ಅಧಿಕಾರದಲ್ಲಿ ಪ್ರಭಾವ ಹೆಚ್ಚಾಗಲಿದೆ. ನಿಮ್ಮ ಬರುವ ಹಣ ನಿಮ್ಮ ಕೈ ಸೇರಲಿದೆ. ಸಂಖ್ಯೆ: 5, ಬಣ್ಣ: ಹಸಿರು <box>33 516 341 543</box>
divider <box>3 1038 347 1040</box>
facebook-icon[interactable]: f <box>1327 1797 1352 1822</box>
patrakartha-byline: ಪ್ರತಿನಿಧಿ ವರದಿ ಕೊಳ್ಳೇಗಾಲ <box>889 133 986 146</box>
globe-icon: 🌐 <box>516 62 532 77</box>
masthead-rule <box>0 81 1512 83</box>
basket-body: ಪಟ್ಟಣದ ಶ್ರೀ ಮಹದೇಶ್ವರ ಕಾಲೇಜಿನ ಕ್ರೀಡಾಂಗಣದಲ್ಲಿ ಡಿ.27 ರಂದು ನೂತನವಾಗಿ ನಿರ್ಮಿಸಿರುವ ಬ್ಯಾಸ್ಕೆಟ್ ಬಾಲ್ ಮೈದಾನದ ಉದ್ಘಾಟನಾ ಸಮಾರಂಭ ಹಾಗೂ ಡಿ.28 ರವರೆಗೆ ರಾಜ್ಯಮಟ್ಟದ ಬ್ಯಾಸ್ಕೆಟ್ ಬಾಲ್ ಪಂದ್ಯಾವಳಿ ಆಯೋಜಿಸಲಾಗಿದೆ. ಕರ್ನಾಟಕ ರಾಜ್ಯ ಬ್ಯಾಸ್ಕೆಟ್ ಬಾಲ್ ಅಸೋಸಿಯೇಷನ್ ಸಹಯೋಗದಲ್ಲಿ ನಡೆಯುವ ಕಾರ್ಯಕ್ರಮವನ್ನು ಶಾಸಕ ಎ.ಆರ್.ಕೃಷ್ಣಮೂರ್ತಿ ಉದ್ಘಾಟಿಸಲಿದ್ದಾರೆ. ಸಂಸದ ಸುನೀಲ್ ಬೋಸ್, ಮಾಜಿ ಶಾಸಕ ಎನ್.ಮಹೇಶ್ ಸೇರಿದಂತೆ ಅನೇಕ ಗಣ್ಯರು ಭಾಗವಹಿಸಲಿದ್ದಾರೆ ಎಂದು ಆಯೋಜಕರು ತಿಳಿಸಿದ್ದಾರೆ. <box>924 1999 1203 2127</box>
devasthana-body: ಶ್ರೀ ಕ್ಷೇತ್ರ ಧರ್ಮಸ್ಥಳ ಗ್ರಾಮೀಣಾಭಿವೃದ್ಧಿ ಸಂಸ್ಥೆ ವತಿಯಿಂದ ದೇವಸ್ಥಾನ ಅಭಿವೃದ್ಧಿಗಾಗಿ ಒಂದು ಲಕ್ಷ ರೂ. ನೀಡಲಾಗಿದೆ. ಇದರ ಉಪಯೋಗ ಪಡೆದುಕೊಳ್ಳಬೇಕು ಎಂದು ತಾಲೂಕು ಯೋಜನಾಧಿಕಾರಿ ಪ್ರವೀಣ್ ಕುಮಾರ್ ತಿಳಿಸಿದರು. ತಾಲೂಕಿನ ರಾಮಾಪುರ ಸಮೀಪದ ಜೋಡಿಮಲ್ಲ ದೇವಸ್ಥಾನದ ಅಭಿವೃದ್ಧಿಗೆ ಶ್ರೀ ಕ್ಷೇತ್ರ ಧರ್ಮಸ್ಥಳದ ಡಾ.ವೀರೇಂದ್ರ ಹೆಗ್ಗಡೆ ಅವರು ನೀಡಿರುವ ಒಂದು ಲಕ್ಷ ರೂ. ಡಿಡಿ ಅನ್ನು ದೇವಸ್ಥಾನ ಸಮಿತಿಯವರಿಗೆ ಹಸ್ತಾಂತರ ಮಾಡಿ ಅವರು ಮಾತನಾಡಿದರು. ಡಾ.ವೀರೇಂದ್ರ ಹೆಗ್ಗಡೆ ಅವರ ನೇತೃತ್ವದಲ್ಲಿ ಗ್ರಾಮೀಣ ಭಾಗದ ಜನರಿಗೆ ಸಹಕಾರ ನೀಡುವ ಉದ್ದೇಶದಿಂದ ಸಂಘ ಸ್ಥಾಪಿಸಲಾಗಿದೆ. ಜನಜಾಗೃತಿ ಸದಸ್ಯ ರಾಜೇಂದ್ರ ಮಾತನಾಡಿ, ಶ್ರೀ ಕ್ಷೇತ್ರ ಧರ್ಮಸ್ಥಳದ ಡಾ.ವೀರೇಂದ್ರ ಹೆಗ್ಗಡೆ ಅವರ ನೇತೃತ್ವದ ಸಂಸ್ಥೆಯು ಸಮಾಜಮುಖಿ ಕಾರ್ಯಕ್ರಮಗಳನ್ನು ನಡೆಸುತ್ತಿದೆ. ನಿವೃತ್ತ ಶಿಕ್ಷಕ ಶಿವಣ್ಣ, ಮುಖಂಡರಾದ ಮುನಿಸ್ವಾಮಿ ಸೇರಿದಂತೆ ಇನ್ನಿತರರು ಹಾಜರಿದ್ದರು. <box>363 152 591 378</box>
rasi-text-wrap <box>33 292 342 321</box>
kambani-name: ಎಸ್.ಮಹದೇವಪ್ಪ <box>111 1773 218 1795</box>
astrologer-note: ಚಲುವನಾರಾಯಣ ಸ್ವಾಮಿ ದೇಗುಲದ ಅರ್ಚಕರು, ಹನೂರು. ಮೊ: 9036338480 <box>84 141 323 165</box>
rasi-text: ಉದ್ಯೋಗಿಗಳ ಸ್ಥಳ ಬದಲಾವಣೆಯಾಗಲಿದೆ. ಗೌರವ ಪಡೆಯುವಿರಿ. ಸಂಖ್ಯೆ: 3, ಬಣ್ಣ: ಹಳದಿ <box>33 739 320 766</box>
rasi-name: ಧನು: <box>33 605 54 618</box>
promo-brand-sub: NEWS <box>1249 1820 1291 1833</box>
rasi-text: ಉದ್ಯೋಗದಲ್ಲಿ ಸುಧಾರಣೆ ಕಾಣುವಿರಿ. ಸರ್ಕಾರಿ ಉದ್ಯೋಗದಲ್ಲಿ ಸಂತಸ. ಸಂಖ್ಯೆ: 8, ಬಣ್ಣ: ನೀಲಿ <box>33 694 338 722</box>
kambani-photo <box>3 1773 100 1891</box>
facebook-promo <box>1227 1795 1509 1923</box>
email-icon: ✉ <box>956 61 967 76</box>
rasi-name: ಕನ್ಯಾ: <box>33 471 54 484</box>
bottom-body: ಶಾಸಕ ಎಚ್.ಎಂ.ಗಣೇಶ್ ಪ್ರಸಾದ್ ಅವರ ಹುಟ್ಟುಹಬ್ಬದ ಪ್ರಯುಕ್ತ ತಾಲೂಕಿನ ಕಬ್ಬಹಳ್ಳಿ ಪಿಎಸಿಸಿ ಸಹಕಾರ ಸಂಘದ ಅಧ್ಯಕ್ಷ ಕೆ.ಎಂ.ಮಹದೇವಪ್ಪ ಮತ್ತು ತಂಡದಿಂದ ಉಚಿತ ಆರೋಗ್ಯ ತಪಾಸಣಾ ಶಿಬಿರವನ್ನು ಭೋಗಯ್ಯನಹುಂಡಿ ಗ್ರಾಮದಲ್ಲಿ ಆಯೋಜಿಸಲಾಗಿತ್ತು. ನೇತ್ರದಾನ ಹಾಗೂ ಕಣ್ಣಿನ ಪರೀಕ್ಷೆ, ಸಕ್ಕರೆ ಕಾಯಿಲೆ, ರಕ್ತದೊತ್ತಡ ಸೇರಿದಂತೆ ವಿವಿಧ ಕಾಯಿಲೆಗಳ ತಪಾಸಣೆ ನಡೆಸಲಾಯಿತು. ಈ ವೇಳೆ ಶಾಸಕ ಗಣೇಶ್ ಪ್ರಸಾದ್ ಮಾತನಾಡಿ, ಆರೋಗ್ಯ ಪ್ರತಿಯೊಬ್ಬರಿಗೂ ಮುಖ್ಯ. ಗ್ರಾಮೀಣ ಪ್ರದೇಶದ ಜನರು ಇಂತಹ ಶಿಬಿರಗಳ ಸದುಪಯೋಗ ಪಡೆದುಕೊಳ್ಳಬೇಕು ಎಂದರು. ನಂತರ ಮಹಿಳಾ ಸ್ವಸಹಾಯ ಸಂಘಗಳಿಗೆ ಸಾಲದ ಚೆಕ್ ವಿತರಿಸಲಾಯಿತು. ಜಿಲ್ಲಾ ಸಹಕಾರ ಒಕ್ಕೂಟದ ಅಧ್ಯಕ್ಷ, ಮುಖಂಡರು, ವೈದ್ಯರು ಹಾಗೂ ಆಸ್ಪತ್ರೆ ಸಿಬ್ಬಂದಿ ಹಾಜರಿದ್ದರು. <box>5 2048 295 2208</box>
raitharige-quote <box>941 1097 1204 1248</box>
suddi-panki-header <box>3 803 347 835</box>
raitharige-byline: ಪ್ರತಿನಿಧಿ ವರದಿ ಸಂತೇಮರಹಳ್ಳಿ <box>694 909 802 922</box>
rasi-text-wrap <box>33 381 342 396</box>
rasi-text-wrap <box>33 337 342 366</box>
rasi-row <box>10 558 342 602</box>
rasi-text-wrap <box>33 515 342 544</box>
rasi-row <box>10 736 342 781</box>
rasi-row <box>10 513 342 558</box>
rasi-text: ನಿರುದ್ಯೋಗಿಗಳು ಹೊಸ ಉದ್ಯೋಗಕ್ಕೆ ಪ್ರಯತ್ನಿಸುವಿರಿ. ಸಂಖ್ಯೆ: 9, ಬಣ್ಣ: ಕೆಂಪು <box>57 382 322 395</box>
page-number: 2 <box>5 4 32 48</box>
devaraju-photo <box>3 1080 347 1220</box>
zodiac-icon: ♒ <box>13 694 29 710</box>
raitharige-headline: ರೈತರಿಗೆ ಸೌಲಭ್ಯಗಳ ಮಾಹಿತಿ ತಲುಪಿಸಿ <box>694 868 1017 899</box>
kambani-box <box>3 1741 347 1918</box>
panchanga: 1947ನೇ ವಿಶ್ವಾವಸುನಾಮ ಸಂವತ್ಸರ, ಅಯನ: ದಕ್ಷಿಣಾಯನ, ಋತು: ಹಿಮಂತ, ಮಾಸ: ಪೌಷ, ಪಕ್ಷ: ಶುಕ್ಲ, ತಿಥಿ: ಸಪ್ತಮಿ, ನಕ್ಷತ್ರ: ಉತ್ತರಭಾದ್ರ, 27-12-2025 ಶನಿವಾರ ಸೂರ್ಯೋದಯ: ಬೆ.6.41 ಸೂರ್ಯಾಸ್ತ: ಸಂ.6.06 ರಾಹುಕಾಲ: ಬೆ.9.32 ರಿಂದ 10.58 <box>10 176 342 240</box>
column-rule <box>881 89 882 529</box>
basket-headline: ಬ್ಯಾಸ್ಕೆಟ್ ಬಾಲ್ ಮೈದಾನ ಉದ್ಘಾಟನೆ ಇಂದು <box>924 1939 1339 1973</box>
sun-icon <box>10 96 69 155</box>
vidyut2-headline: ನಾಳೆ ವಿದ್ಯುತ್ ಸರಬರಾಜು ಸ್ಥಗಿತ <box>892 1714 1117 1739</box>
chirathe-body: ತಾಲೂಕಿನ ಎಂ.ಟಿ.ದೊಡ್ಡಿ ಗ್ರಾಮದಲ್ಲಿ ಹಸುವಿನ ಮೇಲೆ ಚಿರತೆ ದಾಳಿ ಮಾಡಿ ಕೊಂದು ಹಾಕಿದೆ. ಗ್ರಾಮದ ರೈತರೊಬ್ಬರು ಜಮೀನಿನಲ್ಲಿ ಹಸುವನ್ನು ಕಟ್ಟಿಹಾಕಿದ್ದ ವೇಳೆ ಚಿರತೆ ದಾಳಿ ನಡೆಸಿದೆ. ಅರಣ್ಯ ಇಲಾಖೆ ಅಧಿಕಾರಿಗಳು ಸ್ಥಳಕ್ಕೆ ಭೇಟಿ ನೀಡಿ ಪರಿಶೀಲನೆ ನಡೆಸಿದರು. ಚಿರತೆ ಸೆರೆ ಹಿಡಿಯಬೇಕು ಹಾಗೂ ಸೂಕ್ತ ಪರಿಹಾರ ನೀಡಬೇಕು ಎಂದು ಗ್ರಾಮಸ್ಥರು ಒತ್ತಾಯಿಸಿದ್ದಾರೆ. <box>1227 1576 1509 1654</box>
rasi-text-wrap <box>33 560 342 589</box>
zodiac-icon: ♑ <box>13 649 29 665</box>
rasi-text-wrap <box>33 694 342 723</box>
patrakartha-body-2: ಕೊಳ್ಳೇಗಾಲ ತಾಲೂಕು ಕಾರ್ಯನಿರತ ಪತ್ರಕರ್ತರ ಸಂಘದ ನೂತನ ಪದಾಧಿಕಾರಿಗಳನ್ನು ಎಸ್.ಕೃಷ್ಣಸ್ವಾಮಿ ಮೆಮೋರಿಯಲ್ ಚಾರಿಟಬಲ್ ಟ್ರಸ್ಟ್ ಕಾರ್ಯದರ್ಶಿ ಪ್ರೇಮ ಬಾಲ ಕೃಷ್ಣಸ್ವಾಮಿ ಅವರು ಸನ್ಮಾನಿಸಿದರು. ಪಟ್ಟಣದ ವಿಶ್ವಶೇಟ್ಟಿ ಸಮುದಾಯ ಭವನದಲ್ಲಿ ಆಯೋಜಿಸಿದ್ದ ಕಾರ್ಯಕ್ರಮದಲ್ಲಿ ಪ್ರಮುಖರು ಭಾಗವಹಿಸಿದ್ದರು. ಸನ್ಮಾನ ಸ್ವೀಕರಿಸಿದ ಸಂಘದ ಅಧ್ಯಕ್ಷ ಚಿಕ್ಕಮಾದೇಗೌಡ ಮಾತನಾಡಿ, ಪತ್ರಕರ್ತರ ಸಂಘದ ಎಲ್ಲ ಸದಸ್ಯರು ಒಗ್ಗೂಡಿ ಕೆಲಸ ಮಾಡುತ್ತೇವೆ. ನಗರಸಭಾ ಮಾಜಿ ಅಧ್ಯಕ್ಷರಾದ ಎಸ್.ರಮೇಶ್, ಎಸ್.ರಾಜು ಸೇರಿದಂತೆ ಇತರರು ಉಪಸ್ಥಿತರಿದ್ದರು. <box>1101 345 1507 424</box>
rasi-name: ವೃಶ್ಚಿಕ: <box>33 560 59 573</box>
rasi-row <box>10 335 342 379</box>
lead-quote-text: ಬಿಲ್‌ಗಳ ವಿರುದ್ಧವಾಗಿ ಹೋರಾಟ ನಡೆಸಿ, ಜನರ ಹಕ್ಕು ಕಾಪಾಡಬೇಕಿದೆ. ಸರ್ಕಾರ ಈ ಕಾಯ್ದೆಗಳನ್ನು ಹಿಂಪಡೆಯದಿದ್ದರೆ ಉಗ್ರ ಹೋರಾಟ ಮಾಡಲಾಗುವುದು. ಇದರಿಂದ ನಮ್ಮ ರೈತರ ಬದುಕಿಗೆ ತೊಂದರೆಯಾಗಲಿದೆ. <box>433 1541 649 1603</box>
rasi-text-wrap <box>33 248 342 277</box>
rasi-name: ಮಕರ: <box>33 650 59 662</box>
patrakartha-body: ಕೊಳ್ಳೇಗಾಲ ತಾಲೂಕು ಕಾರ್ಯನಿರತ ಪತ್ರಕರ್ತರ ಸಂಘದ ನೂತನ ಪದಾಧಿಕಾರಿಗಳನ್ನು ಎಸ್.ಕೃಷ್ಣಸ್ವಾಮಿ ಮೆಮೋರಿಯಲ್ ಚಾರಿಟಬಲ್ ಟ್ರಸ್ಟ್ ಕಾರ್ಯದರ್ಶಿ ಪ್ರೇಮ ಬಾಲ ಕೃಷ್ಣಸ್ವಾಮಿ ಅವರು ಸನ್ಮಾನಿಸಿದರು. ಪಟ್ಟಣದ ವಿಶ್ವಶೇಟ್ಟಿ ಸಮುದಾಯ ಭವನದಲ್ಲಿ ಆಯೋಜಿಸಿದ್ದ ಕಾರ್ಯಕ್ರಮದಲ್ಲಿ ಪ್ರಮುಖರು ಭಾಗವಹಿಸಿದ್ದರು. ಸನ್ಮಾನ ಸ್ವೀಕರಿಸಿದ ಸಂಘದ ಅಧ್ಯಕ್ಷ ಚಿಕ್ಕಮಾದೇಗೌಡ ಮಾತನಾಡಿ, ಪತ್ರಕರ್ತರ ಸಂಘದ ಎಲ್ಲ ಸದಸ್ಯರು ಒಗ್ಗೂಡಿ ಕೆಲಸ ಮಾಡುತ್ತೇವೆ. ನಗರಸಭಾ ಮಾಜಿ ಅಧ್ಯಕ್ಷರಾದ ಎಸ್.ರಮೇಶ್, ಎಸ್.ರಾಜು ಸೇರಿದಂತೆ ಇತರರು ಉಪಸ್ಥಿತರಿದ್ದರು. <box>889 151 1093 328</box>
horoscope-title: ದಿನಭವಿಷ್ಯ <box>79 103 173 135</box>
rasi-name: ಸಿಂಹ: <box>33 427 56 440</box>
rasi-row <box>10 424 342 469</box>
rasi-text: ಕೆಲವು ಕಾರ್ಯಗಳಲ್ಲಿ ಕಲುಬಾಂಧವರ ಹಾಗೂ ಸ್ನೇಹ ವಿಧ್ಯುಕ್ತವ ಸಹಕಾರ ದೊರೆಯಲಿದೆ. ಸಂಖ್ಯೆ: 3, ಬಣ್ಣ: ಹಳದಿ <box>33 605 295 632</box>
zodiac-icon: ♌ <box>13 426 29 442</box>
horoscope-box <box>3 89 347 798</box>
